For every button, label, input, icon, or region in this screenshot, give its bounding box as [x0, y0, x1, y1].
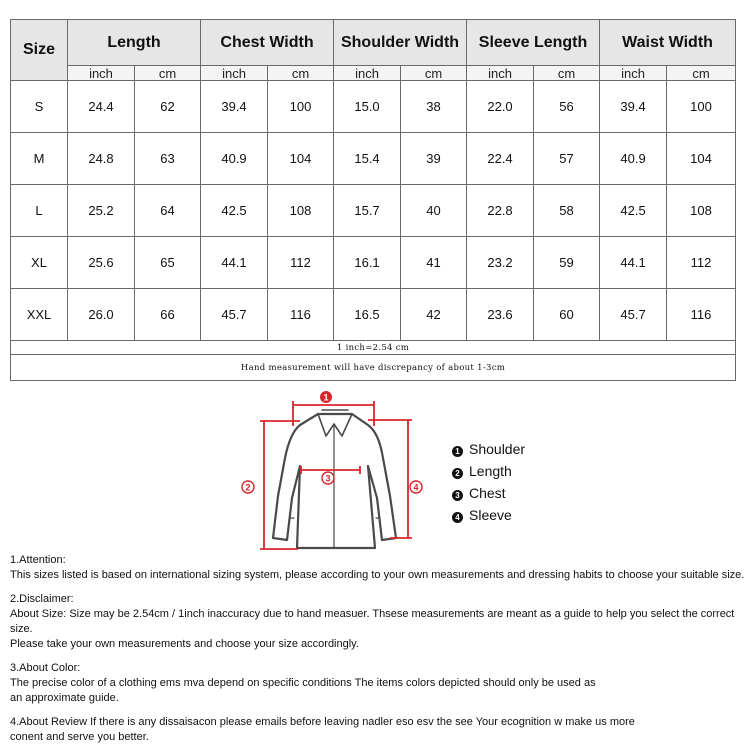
size-cell: S: [11, 81, 68, 133]
sleeve-inch-cell: 23.6: [467, 289, 534, 341]
table-row: [11, 81, 736, 133]
sleeve-inch-cell: 22.4: [467, 133, 534, 185]
chest-inch-cell: 44.1: [201, 237, 268, 289]
shoulder-cm-cell: 40: [401, 185, 467, 237]
shoulder-cm-cell: 39: [401, 133, 467, 185]
unit-inch: inch: [467, 66, 534, 81]
waist-inch-cell: 40.9: [600, 133, 667, 185]
legend-number-badge: 4: [452, 512, 463, 523]
size-chart-table: [10, 19, 736, 381]
waist-cm-cell: 116: [667, 289, 736, 341]
header-shoulder-width: Shoulder Width: [334, 20, 467, 66]
legend-number-badge: 3: [452, 490, 463, 501]
header-row: [11, 20, 736, 66]
disclaimer-text-line1: About Size: Size may be 2.54cm / 1inch inaccuracy due to hand measuer. Thsese measurements are meant as a guide to help you select the correct size.: [10, 608, 735, 635]
size-cell: XL: [11, 237, 68, 289]
conversion-note-row: [11, 341, 736, 355]
chest-cm-cell: 108: [268, 185, 334, 237]
color-title: 3.About Color:: [10, 662, 81, 674]
conversion-note: 1 inch=2.54 cm: [11, 341, 736, 355]
waist-cm-cell: 104: [667, 133, 736, 185]
unit-cm: cm: [401, 66, 467, 81]
waist-cm-cell: 112: [667, 237, 736, 289]
legend-label: Length: [469, 463, 512, 479]
legend-number-badge: 1: [452, 446, 463, 457]
size-cell: XXL: [11, 289, 68, 341]
measurement-note: Hand measurement will have discrepancy of about 1-3cm: [11, 355, 736, 381]
length-inch-cell: 24.8: [68, 133, 135, 185]
shoulder-cm-cell: 42: [401, 289, 467, 341]
shirt-measurement-diagram: [240, 388, 430, 558]
shoulder-inch-cell: 15.7: [334, 185, 401, 237]
svg-text:4: 4: [413, 482, 419, 493]
sleeve-cm-cell: 56: [534, 81, 600, 133]
sleeve-inch-cell: 23.2: [467, 237, 534, 289]
table-row: [11, 133, 736, 185]
sleeve-cm-cell: 59: [534, 237, 600, 289]
review-text-line2: conent and serve you better.: [10, 731, 149, 743]
disclaimer-text-line2: Please take your own measurements and choose your size accordingly.: [10, 638, 359, 650]
disclaimer-title: 2.Disclaimer:: [10, 593, 74, 605]
length-cm-cell: 62: [135, 81, 201, 133]
length-cm-cell: 64: [135, 185, 201, 237]
shoulder-inch-cell: 16.1: [334, 237, 401, 289]
table-row: [11, 237, 736, 289]
review-text-line1: 4.About Review If there is any dissaisacon please emails before leaving nadler eso esv the see Your ecognition w make us more: [10, 716, 635, 728]
legend-item-length: [452, 460, 525, 482]
attention-title: 1.Attention:: [10, 554, 66, 566]
legend-label: Sleeve: [469, 507, 512, 523]
chest-cm-cell: 112: [268, 237, 334, 289]
waist-cm-cell: 100: [667, 81, 736, 133]
chest-inch-cell: 39.4: [201, 81, 268, 133]
chest-cm-cell: 100: [268, 81, 334, 133]
header-length: Length: [68, 20, 201, 66]
sleeve-cm-cell: 58: [534, 185, 600, 237]
svg-text:2: 2: [245, 482, 251, 493]
shoulder-inch-cell: 15.4: [334, 133, 401, 185]
color-text-line2: an approximate guide.: [10, 692, 119, 704]
waist-inch-cell: 42.5: [600, 185, 667, 237]
unit-cm: cm: [135, 66, 201, 81]
legend-item-shoulder: [452, 438, 525, 460]
chest-cm-cell: 116: [268, 289, 334, 341]
sleeve-inch-cell: 22.8: [467, 185, 534, 237]
chest-marker: [322, 472, 334, 484]
header-sleeve-length: Sleeve Length: [467, 20, 600, 66]
shoulder-inch-cell: 15.0: [334, 81, 401, 133]
length-cm-cell: 63: [135, 133, 201, 185]
svg-text:1: 1: [323, 392, 329, 403]
unit-inch: inch: [68, 66, 135, 81]
unit-cm: cm: [534, 66, 600, 81]
length-cm-cell: 65: [135, 237, 201, 289]
size-cell: L: [11, 185, 68, 237]
table-row: [11, 185, 736, 237]
units-row: [11, 66, 736, 81]
measurement-note-row: [11, 355, 736, 381]
shoulder-cm-cell: 41: [401, 237, 467, 289]
unit-cm: cm: [667, 66, 736, 81]
chest-inch-cell: 40.9: [201, 133, 268, 185]
size-cell: M: [11, 133, 68, 185]
shoulder-inch-cell: 16.5: [334, 289, 401, 341]
waist-inch-cell: 39.4: [600, 81, 667, 133]
sleeve-cm-cell: 57: [534, 133, 600, 185]
svg-text:3: 3: [325, 473, 331, 484]
diagram-legend: [452, 438, 525, 526]
notes-section: [10, 553, 745, 745]
length-inch-cell: 25.2: [68, 185, 135, 237]
chest-inch-cell: 45.7: [201, 289, 268, 341]
chest-cm-cell: 104: [268, 133, 334, 185]
length-inch-cell: 26.0: [68, 289, 135, 341]
sleeve-cm-cell: 60: [534, 289, 600, 341]
length-marker: [242, 481, 254, 493]
length-inch-cell: 25.6: [68, 237, 135, 289]
legend-item-chest: [452, 482, 525, 504]
header-waist-width: Waist Width: [600, 20, 736, 66]
sleeve-marker: [410, 481, 422, 493]
legend-number-badge: 2: [452, 468, 463, 479]
length-inch-cell: 24.4: [68, 81, 135, 133]
length-cm-cell: 66: [135, 289, 201, 341]
waist-inch-cell: 45.7: [600, 289, 667, 341]
unit-inch: inch: [334, 66, 401, 81]
unit-cm: cm: [268, 66, 334, 81]
waist-inch-cell: 44.1: [600, 237, 667, 289]
waist-cm-cell: 108: [667, 185, 736, 237]
color-text-line1: The precise color of a clothing ems mva depend on specific conditions The items colors depicted should only be used as: [10, 677, 596, 689]
unit-inch: inch: [600, 66, 667, 81]
legend-item-sleeve: [452, 504, 525, 526]
sleeve-inch-cell: 22.0: [467, 81, 534, 133]
header-chest-width: Chest Width: [201, 20, 334, 66]
chest-inch-cell: 42.5: [201, 185, 268, 237]
unit-inch: inch: [201, 66, 268, 81]
table-row: [11, 289, 736, 341]
legend-label: Shoulder: [469, 441, 526, 457]
header-size: Size: [11, 20, 68, 81]
shoulder-cm-cell: 38: [401, 81, 467, 133]
legend-label: Chest: [469, 485, 506, 501]
attention-text: This sizes listed is based on international sizing system, please according to your own measurements and dressing habits to choose your suitable size.: [10, 569, 745, 581]
shoulder-marker: [320, 391, 332, 403]
